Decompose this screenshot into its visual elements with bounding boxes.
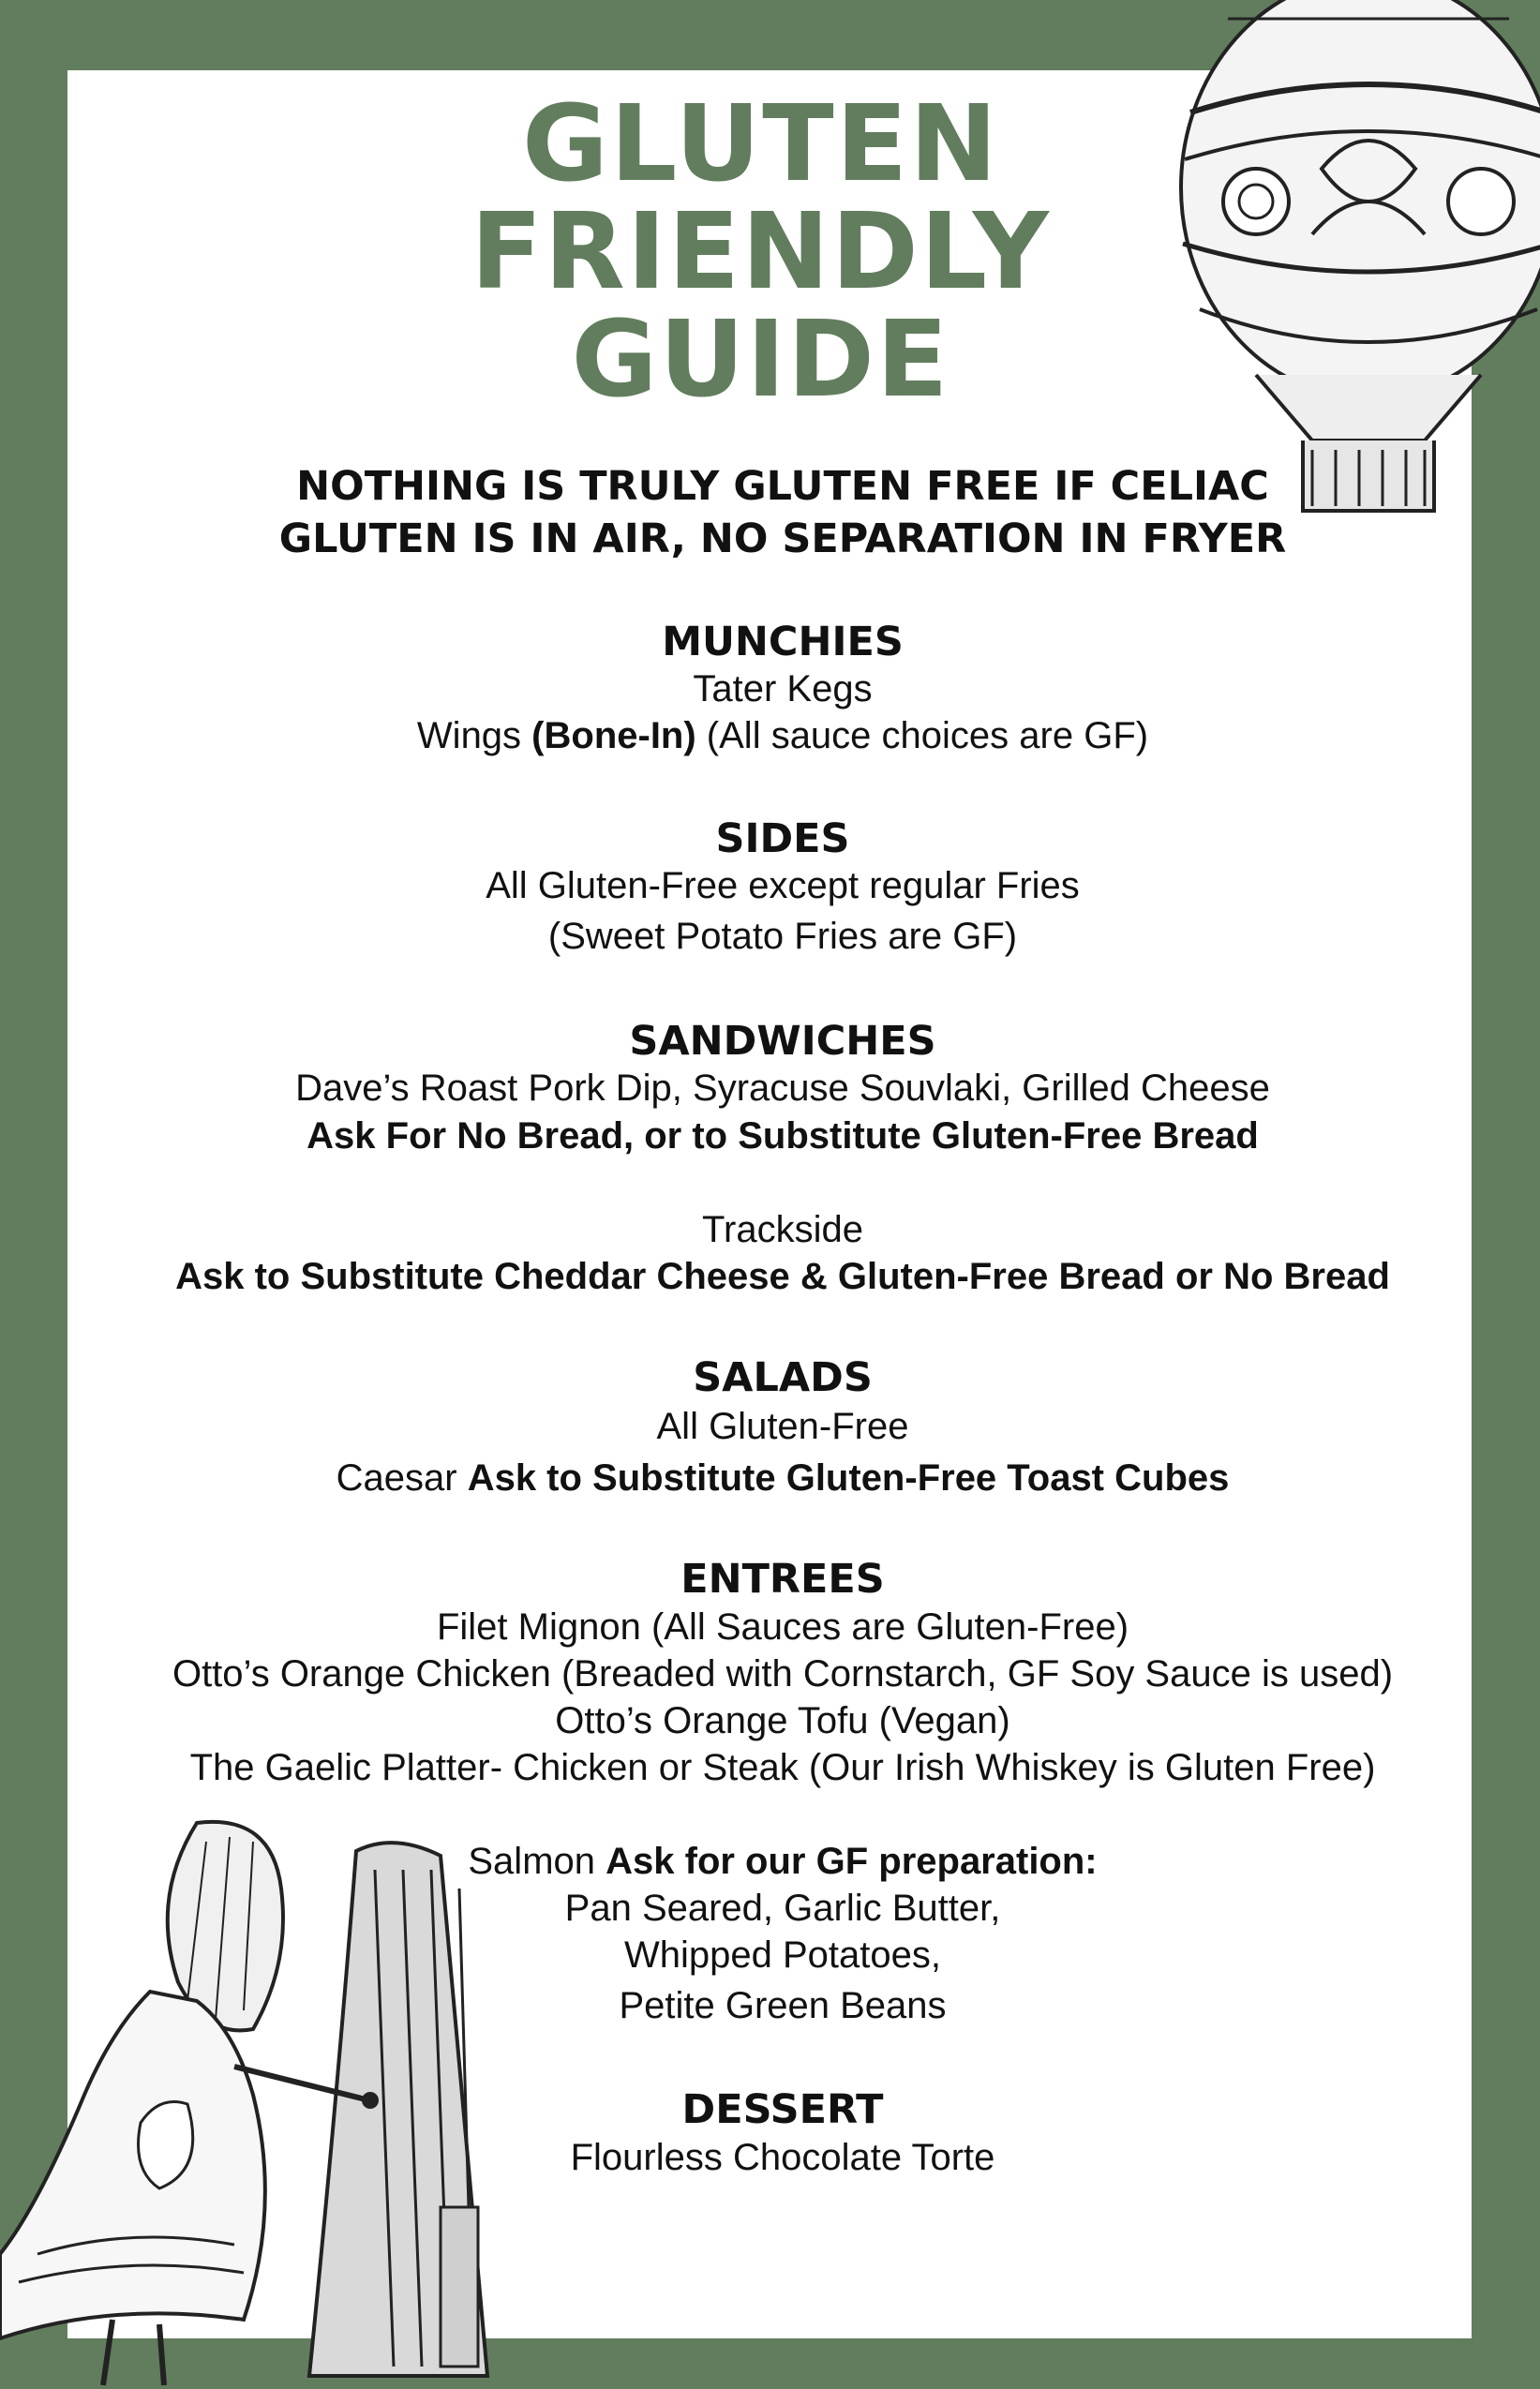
munchies-item-wings: Wings (Bone-In) (All sauce choices are GF) — [416, 715, 1149, 756]
entrees-line-1: Filet Mignon (All Sauces are Gluten-Free) — [436, 1606, 1129, 1648]
sandwiches-line-2: Ask For No Bread, or to Substitute Gluten-Free Bread — [307, 1115, 1259, 1157]
entrees-prep-1: Pan Seared, Garlic Butter, — [564, 1888, 1001, 1929]
alice-curtain-illustration — [0, 1814, 525, 2389]
title-line-gluten: GLUTEN — [522, 83, 999, 205]
title-line-friendly: FRIENDLY — [471, 191, 1051, 313]
dessert-line-1: Flourless Chocolate Torte — [570, 2137, 995, 2178]
salads-line-1: All Gluten-Free — [656, 1406, 909, 1447]
title-line-guide: GUIDE — [571, 299, 950, 421]
entrees-salmon: Salmon Ask for our GF preparation: — [468, 1841, 1098, 1882]
sides-heading: SIDES — [715, 815, 850, 862]
entrees-prep-3: Petite Green Beans — [619, 1985, 947, 2026]
munchies-heading: MUNCHIES — [662, 619, 904, 665]
dessert-heading: DESSERT — [681, 2086, 884, 2133]
munchies-item-tater-kegs: Tater Kegs — [693, 668, 873, 709]
sandwiches-line-4: Ask to Substitute Cheddar Cheese & Gluten-Free Bread or No Bread — [175, 1256, 1390, 1297]
sandwiches-trackside: Trackside — [702, 1209, 863, 1250]
entrees-heading: ENTREES — [680, 1556, 885, 1603]
warning-line-2: GLUTEN IS IN AIR, NO SEPARATION IN FRYER — [278, 515, 1287, 562]
sandwiches-line-1: Dave’s Roast Pork Dip, Syracuse Souvlaki, Grilled Cheese — [295, 1068, 1270, 1109]
entrees-line-4: The Gaelic Platter- Chicken or Steak (Our Irish Whiskey is Gluten Free) — [189, 1747, 1376, 1788]
entrees-line-2: Otto’s Orange Chicken (Breaded with Cornstarch, GF Soy Sauce is used) — [172, 1653, 1394, 1695]
sides-line-2: (Sweet Potato Fries are GF) — [547, 916, 1018, 957]
sandwiches-heading: SANDWICHES — [629, 1018, 936, 1065]
sides-line-1: All Gluten-Free except regular Fries — [486, 865, 1080, 906]
salads-heading: SALADS — [693, 1354, 873, 1401]
salads-line-caesar: Caesar Ask to Substitute Gluten-Free Toast Cubes — [336, 1457, 1230, 1499]
entrees-line-3: Otto’s Orange Tofu (Vegan) — [555, 1700, 1010, 1741]
warning-line-1: NOTHING IS TRULY GLUTEN FREE IF CELIAC — [296, 463, 1269, 510]
entrees-prep-2: Whipped Potatoes, — [624, 1934, 941, 1976]
